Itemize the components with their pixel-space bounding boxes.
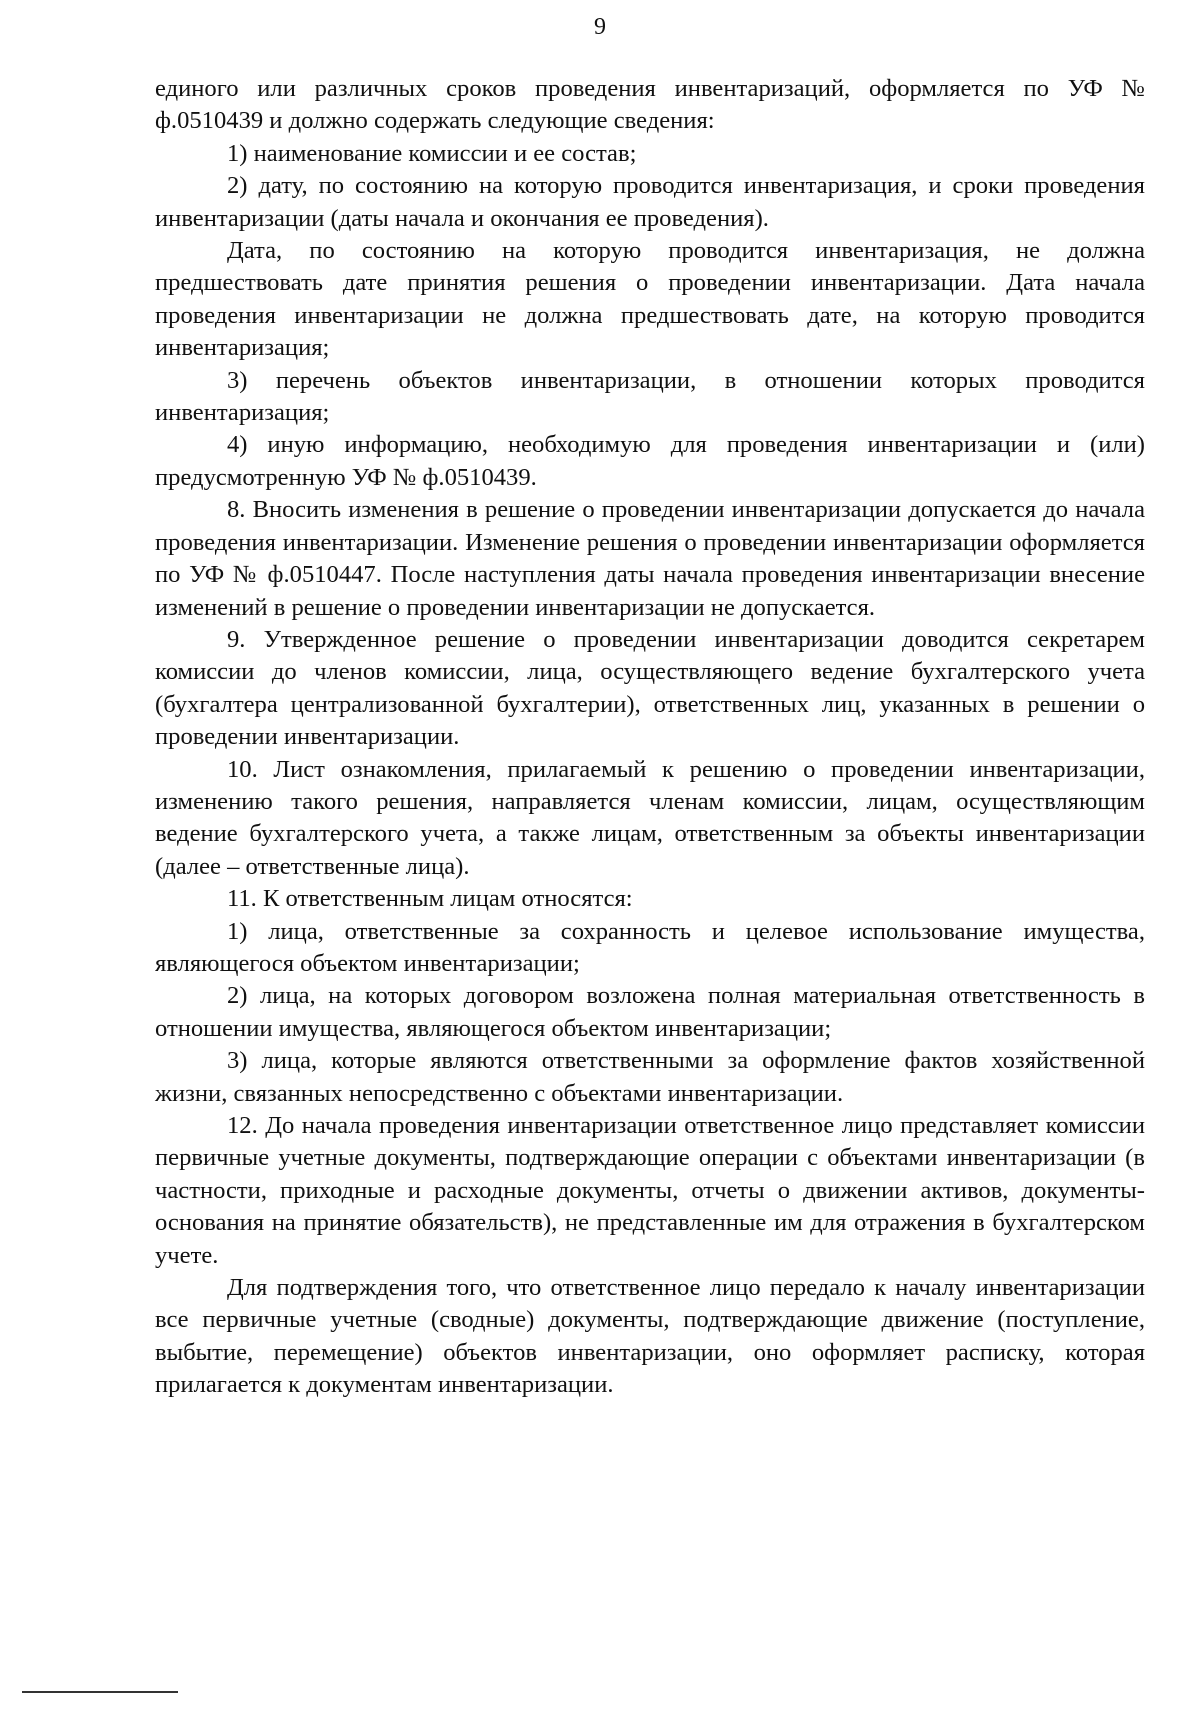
paragraph-clause-11-item-1: 1) лица, ответственные за сохранность и целевое использование имущества, являющегося объектом инвентаризации; (155, 917, 1145, 977)
paragraph-item-4-other-info: 4) иную информацию, необходимую для проведения инвентаризации и (или) предусмотренную УФ № ф.0510439. (155, 431, 1145, 491)
paragraph-clause-10: 10. Лист ознакомления, прилагаемый к решению о проведении инвентаризации, изменению такого решения, направляется членам комиссии, лицам, осуществляющим ведение бухгалтерского учета, а также лицам, ответственным за объекты инвентаризации (далее – ответственные лица). (155, 755, 1145, 880)
document-body (155, 73, 1145, 1402)
paragraph-continuation: единого или различных сроков проведения инвентаризаций, оформляется по УФ № ф.0510439 и должно содержать следующие сведения: (155, 75, 1145, 135)
footnote-divider (22, 1691, 178, 1693)
paragraph-clause-8: 8. Вносить изменения в решение о проведении инвентаризации допускается до начала проведения инвентаризации. Изменение решения о проведении инвентаризации оформляется по УФ № ф.0510447. После наступления даты начала проведения инвентаризации внесение изменений в решение о проведении инвентаризации не допускается. (155, 496, 1145, 621)
paragraph-date-rule: Дата, по состоянию на которую проводится инвентаризация, не должна предшествовать дате принятия решения о проведении инвентаризации. Дата начала проведения инвентаризации не должна предшествовать дате, на которую проводится инвентаризация; (155, 237, 1145, 362)
paragraph-receipt: Для подтверждения того, что ответственное лицо передало к началу инвентаризации все первичные учетные (сводные) документы, подтверждающие движение (поступление, выбытие, перемещение) объектов инвентаризации, оно оформляет расписку, которая прилагается к документам инвентаризации. (155, 1274, 1145, 1399)
page-number: 9 (594, 14, 606, 40)
paragraph-item-3-objects: 3) перечень объектов инвентаризации, в отношении которых проводится инвентаризация; (155, 366, 1145, 427)
paragraph-clause-11-item-2: 2) лица, на которых договором возложена полная материальная ответственность в отношении имущества, являющегося объектом инвентаризации; (155, 982, 1145, 1042)
paragraph-clause-11-item-3: 3) лица, которые являются ответственными за оформление фактов хозяйственной жизни, связанных непосредственно с объектами инвентаризации. (155, 1047, 1145, 1107)
paragraph-clause-11: 11. К ответственным лицам относятся: (227, 885, 633, 913)
paragraph-item-1-commission: 1) наименование комиссии и ее состав; (227, 139, 637, 167)
paragraph-item-2-dates: 2) дату, по состоянию на которую проводится инвентаризация, и сроки проведения инвентаризации (даты начала и окончания ее проведения). (155, 172, 1145, 232)
paragraph-clause-12: 12. До начала проведения инвентаризации ответственное лицо представляет комиссии первичные учетные документы, подтверждающие операции с объектами инвентаризации (в частности, приходные и расходные документы, отчеты о движении активов, документы-основания на принятие обязательств), не представленные им для отражения в бухгалтерском учете. (155, 1112, 1145, 1269)
paragraph-clause-9: 9. Утвержденное решение о проведении инвентаризации доводится секретарем комиссии до членов комиссии, лица, осуществляющего ведение бухгалтерского учета (бухгалтера централизованной бухгалтерии), ответственных лиц, указанных в решении о проведении инвентаризации. (155, 625, 1145, 751)
